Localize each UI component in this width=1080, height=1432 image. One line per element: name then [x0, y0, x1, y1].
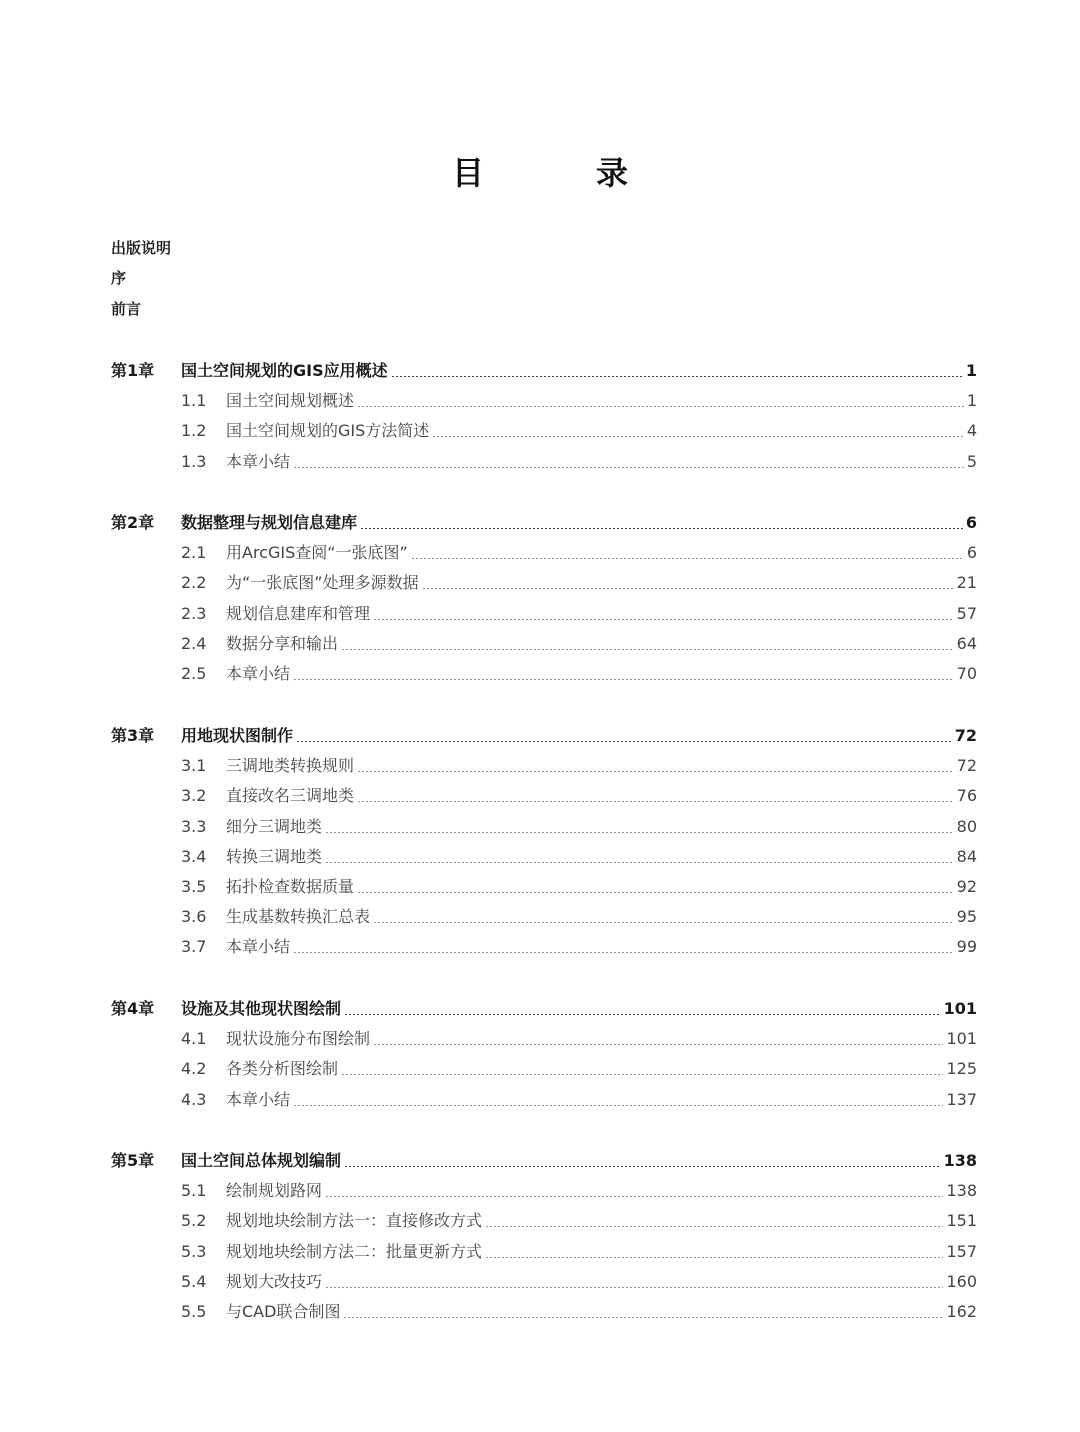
- toc-section-entry[interactable]: [181, 1179, 977, 1203]
- toc-section-entry[interactable]: [181, 419, 977, 443]
- section-title: 拓扑检查数据质量: [226, 877, 355, 896]
- dot-leader: [296, 741, 952, 742]
- section-title: 用ArcGIS查阅“一张底图”: [226, 543, 408, 562]
- toc-section-entry[interactable]: [181, 389, 977, 413]
- dot-leader: [373, 619, 954, 620]
- dot-leader: [293, 952, 954, 953]
- page-number: 92: [956, 877, 977, 896]
- dot-leader: [325, 1196, 943, 1197]
- toc-section-entry[interactable]: [181, 1209, 977, 1233]
- page-number: 76: [956, 786, 977, 805]
- page-number: 137: [946, 1090, 977, 1109]
- dot-leader: [422, 588, 954, 589]
- page-number: 101: [943, 999, 977, 1018]
- section-number: 3.6: [181, 907, 207, 926]
- toc-section-entry[interactable]: [181, 815, 977, 839]
- chapter-number: 第4章: [111, 999, 155, 1018]
- page-number: 72: [954, 726, 977, 745]
- page-number: 57: [956, 604, 977, 623]
- page-number: 80: [956, 817, 977, 836]
- section-number: 3.3: [181, 817, 207, 836]
- section-number: 5.2: [181, 1211, 207, 1230]
- section-number: 5.3: [181, 1242, 207, 1261]
- section-title: 现状设施分布图绘制: [226, 1029, 371, 1048]
- dot-leader: [344, 1166, 941, 1167]
- dot-leader: [325, 832, 954, 833]
- chapter-number: 第2章: [111, 513, 155, 532]
- section-title: 三调地类转换规则: [226, 756, 355, 775]
- page-number: 138: [946, 1181, 977, 1200]
- chapter-title: 数据整理与规划信息建库: [181, 513, 358, 532]
- section-title: 绘制规划路网: [226, 1181, 323, 1200]
- dot-leader: [357, 406, 964, 407]
- dot-leader: [373, 922, 954, 923]
- section-number: 3.4: [181, 847, 207, 866]
- front-matter-item: 序: [111, 269, 127, 287]
- section-title: 规划地块绘制方法二：批量更新方式: [226, 1242, 483, 1261]
- chapter-title: 用地现状图制作: [181, 726, 294, 745]
- toc-section-entry[interactable]: [181, 632, 977, 656]
- dot-leader: [293, 1105, 943, 1106]
- dot-leader: [344, 1014, 941, 1015]
- dot-leader: [357, 801, 954, 802]
- section-title: 本章小结: [226, 664, 291, 683]
- page-number: 1: [965, 361, 977, 380]
- page-number: 99: [956, 937, 977, 956]
- section-number: 4.1: [181, 1029, 207, 1048]
- section-title: 规划大改技巧: [226, 1272, 323, 1291]
- section-number: 3.7: [181, 937, 207, 956]
- page-number: 84: [956, 847, 977, 866]
- section-title: 转换三调地类: [226, 847, 323, 866]
- toc-chapter-entry[interactable]: [111, 1149, 977, 1173]
- page-number: 160: [946, 1272, 977, 1291]
- section-number: 2.3: [181, 604, 207, 623]
- toc-chapter-entry[interactable]: [111, 511, 977, 535]
- dot-leader: [391, 376, 963, 377]
- front-matter-item: 出版说明: [111, 239, 172, 257]
- section-number: 3.1: [181, 756, 207, 775]
- toc-section-entry[interactable]: [181, 1270, 977, 1294]
- toc-section-entry[interactable]: [181, 875, 977, 899]
- dot-leader: [360, 528, 963, 529]
- page-title: 目 录: [451, 154, 668, 192]
- section-title: 规划地块绘制方法一：直接修改方式: [226, 1211, 483, 1230]
- section-number: 4.2: [181, 1059, 207, 1078]
- dot-leader: [373, 1044, 943, 1045]
- dot-leader: [357, 771, 954, 772]
- dot-leader: [485, 1257, 943, 1258]
- toc-section-entry[interactable]: [181, 784, 977, 808]
- section-title: 国土空间规划概述: [226, 391, 355, 410]
- chapter-title: 国土空间规划的GIS应用概述: [181, 361, 388, 380]
- section-title: 国土空间规划的GIS方法简述: [226, 421, 430, 440]
- chapter-number: 第3章: [111, 726, 155, 745]
- page-number: 70: [956, 664, 977, 683]
- chapter-title: 国土空间总体规划编制: [181, 1151, 342, 1170]
- dot-leader: [325, 862, 954, 863]
- section-title: 生成基数转换汇总表: [226, 907, 371, 926]
- section-number: 4.3: [181, 1090, 207, 1109]
- toc-section-entry[interactable]: [181, 1088, 977, 1112]
- page-number: 72: [956, 756, 977, 775]
- page-number: 5: [966, 452, 977, 471]
- dot-leader: [432, 436, 964, 437]
- toc-section-entry[interactable]: [181, 1027, 977, 1051]
- section-title: 与CAD联合制图: [226, 1302, 341, 1321]
- section-title: 数据分享和输出: [226, 634, 339, 653]
- toc-section-entry[interactable]: [181, 602, 977, 626]
- page-number: 101: [946, 1029, 977, 1048]
- section-number: 3.5: [181, 877, 207, 896]
- front-matter-item: 前言: [111, 300, 142, 318]
- section-title: 直接改名三调地类: [226, 786, 355, 805]
- chapter-title: 设施及其他现状图绘制: [181, 999, 342, 1018]
- section-title: 本章小结: [226, 452, 291, 471]
- chapter-number: 第5章: [111, 1151, 155, 1170]
- section-number: 3.2: [181, 786, 207, 805]
- dot-leader: [343, 1317, 943, 1318]
- toc-chapter-entry[interactable]: [111, 997, 977, 1021]
- section-number: 1.2: [181, 421, 207, 440]
- toc-section-entry[interactable]: [181, 754, 977, 778]
- section-number: 2.5: [181, 664, 207, 683]
- toc-section-entry[interactable]: [181, 935, 977, 959]
- page-number: 64: [956, 634, 977, 653]
- toc-section-entry[interactable]: [181, 571, 977, 595]
- chapter-number: 第1章: [111, 361, 155, 380]
- toc-chapter-entry[interactable]: [111, 724, 977, 748]
- section-title: 细分三调地类: [226, 817, 323, 836]
- section-number: 5.1: [181, 1181, 207, 1200]
- page-number: 151: [946, 1211, 977, 1230]
- dot-leader: [411, 558, 964, 559]
- page-number: 4: [966, 421, 977, 440]
- page-number: 95: [956, 907, 977, 926]
- dot-leader: [325, 1287, 943, 1288]
- dot-leader: [485, 1226, 943, 1227]
- page-number: 138: [943, 1151, 977, 1170]
- dot-leader: [293, 467, 964, 468]
- section-number: 1.1: [181, 391, 207, 410]
- page-number: 6: [966, 543, 977, 562]
- toc-section-entry[interactable]: [181, 1240, 977, 1264]
- toc-section-entry[interactable]: [181, 905, 977, 929]
- toc-section-entry[interactable]: [181, 450, 977, 474]
- toc-section-entry[interactable]: [181, 662, 977, 686]
- section-title: 为“一张底图”处理多源数据: [226, 573, 419, 592]
- dot-leader: [293, 679, 954, 680]
- toc-section-entry[interactable]: [181, 541, 977, 565]
- section-number: 2.1: [181, 543, 207, 562]
- section-title: 本章小结: [226, 1090, 291, 1109]
- page-number: 125: [946, 1059, 977, 1078]
- section-title: 规划信息建库和管理: [226, 604, 371, 623]
- page-number: 162: [946, 1302, 977, 1321]
- dot-leader: [341, 649, 954, 650]
- toc-chapter-entry[interactable]: [111, 359, 977, 383]
- toc-section-entry[interactable]: [181, 845, 977, 869]
- toc-section-entry[interactable]: [181, 1057, 977, 1081]
- dot-leader: [341, 1074, 943, 1075]
- page-number: 21: [956, 573, 977, 592]
- toc-section-entry[interactable]: [181, 1300, 977, 1324]
- page-number: 6: [965, 513, 977, 532]
- dot-leader: [357, 892, 954, 893]
- page-number: 1: [966, 391, 977, 410]
- section-number: 5.4: [181, 1272, 207, 1291]
- page-number: 157: [946, 1242, 977, 1261]
- section-number: 2.2: [181, 573, 207, 592]
- section-number: 5.5: [181, 1302, 207, 1321]
- section-number: 1.3: [181, 452, 207, 471]
- section-title: 各类分析图绘制: [226, 1059, 339, 1078]
- section-title: 本章小结: [226, 937, 291, 956]
- section-number: 2.4: [181, 634, 207, 653]
